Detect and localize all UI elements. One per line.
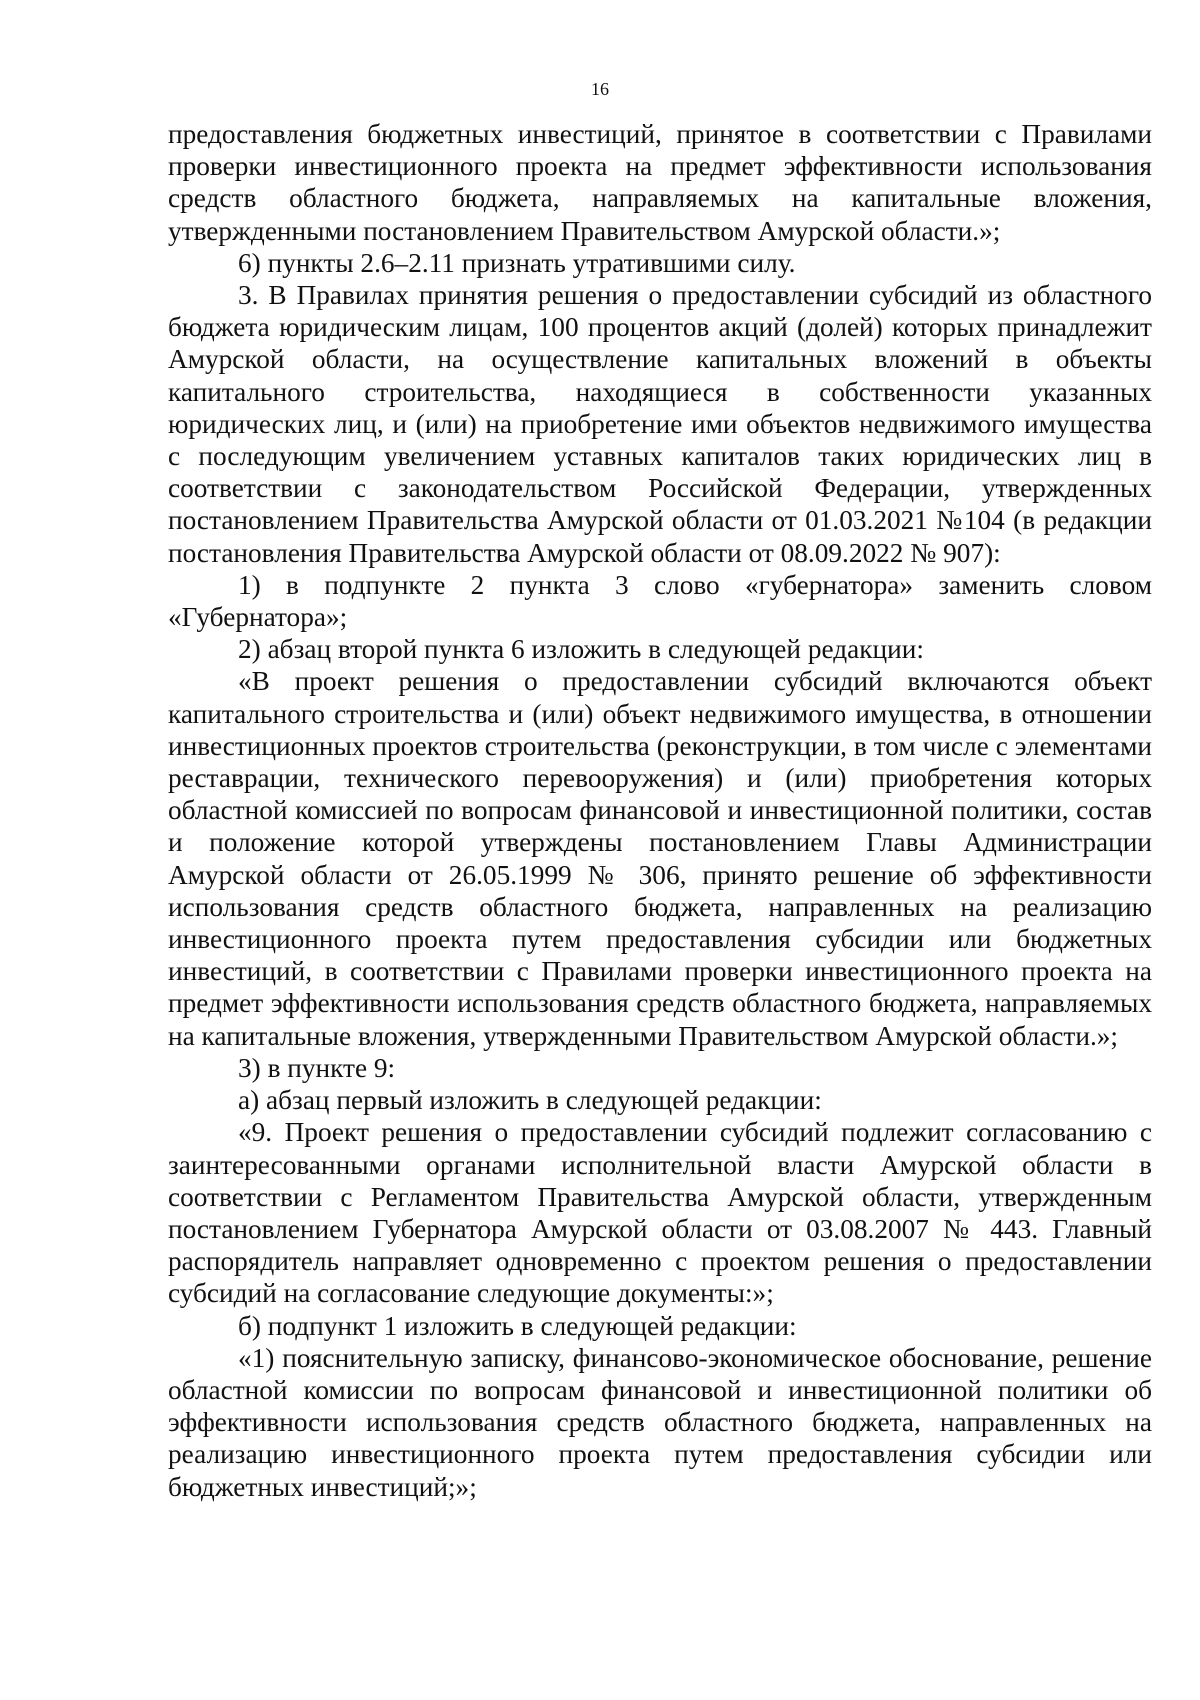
paragraph-subitem-1: 1) в подпункте 2 пункта 3 слово «губернатора» заменить словом «Губернатора»; [168, 569, 1152, 633]
paragraph-section-3: 3. В Правилах принятия решения о предоставлении субсидий из областного бюджета юридическим лицам, 100 процентов акций (долей) которых принадлежит Амурской области, на осуществление капитальных вложений в объекты капитального строительства, находящиеся в собственности указанных юридических лиц, и (или) на приобретение ими объектов недвижимого имущества с последующим увеличением уставных капиталов таких юридических лиц в соответствии с законодательством Российской Федерации, утвержденных постановлением Правительства Амурской области от 01.03.2021 №104 (в редакции постановления Правительства Амурской области от 08.09.2022 № 907): [168, 280, 1152, 568]
paragraph-subitem-2: 2) абзац второй пункта 6 изложить в следующей редакции: [238, 634, 924, 665]
page-number: 16 [591, 79, 609, 99]
paragraph-subitem-b: б) подпункт 1 изложить в следующей редакции: [238, 1310, 797, 1341]
paragraph-quoted-paragraph-9: «9. Проект решения о предоставлении субсидий подлежит согласованию с заинтересованными органами исполнительной власти Амурской области в соответствии с Регламентом Правительства Амурской области, утвержденным постановлением Губернатора Амурской области от 03.08.2007 № 443. Главный распорядитель направляет одновременно с проектом решения о предоставлении субсидий на согласование следующие документы:»; [168, 1117, 1152, 1309]
paragraph-quoted-paragraph-6: «В проект решения о предоставлении субсидий включаются объект капитального строительства и (или) объект недвижимого имущества, в отношении инвестиционных проектов строительства (реконструкции, в том числе с элементами реставрации, технического перевооружения) и (или) приобретения которых областной комиссией по вопросам финансовой и инвестиционной политики, состав и положение которой утверждены постановлением Главы Администрации Амурской области от 26.05.1999 № 306, принято решение об эффективности использования средств областного бюджета, направленных на реализацию инвестиционного проекта путем предоставления субсидии или бюджетных инвестиций, в соответствии с Правилами проверки инвестиционного проекта на предмет эффективности использования средств областного бюджета, направляемых на капитальные вложения, утвержденными Правительством Амурской области.»; [168, 666, 1152, 1051]
paragraph-continuation: предоставления бюджетных инвестиций, принятое в соответствии с Правилами проверки инвестиционного проекта на предмет эффективности использования средств областного бюджета, направляемых на капитальные вложения, утвержденными постановлением Правительством Амурской области.»; [168, 119, 1152, 246]
paragraph-subitem-3: 3) в пункте 9: [238, 1052, 396, 1083]
document-body [168, 118, 1152, 1503]
paragraph-subitem-a: а) абзац первый изложить в следующей редакции: [238, 1085, 822, 1116]
paragraph-item-6: 6) пункты 2.6–2.11 признать утратившими силу. [238, 247, 796, 278]
paragraph-quoted-subitem-1: «1) пояснительную записку, финансово-экономическое обоснование, решение областной комиссии по вопросам финансовой и инвестиционной политики об эффективности использования средств областного бюджета, направленных на реализацию инвестиционного проекта путем предоставления субсидии или бюджетных инвестиций;»; [168, 1342, 1152, 1502]
